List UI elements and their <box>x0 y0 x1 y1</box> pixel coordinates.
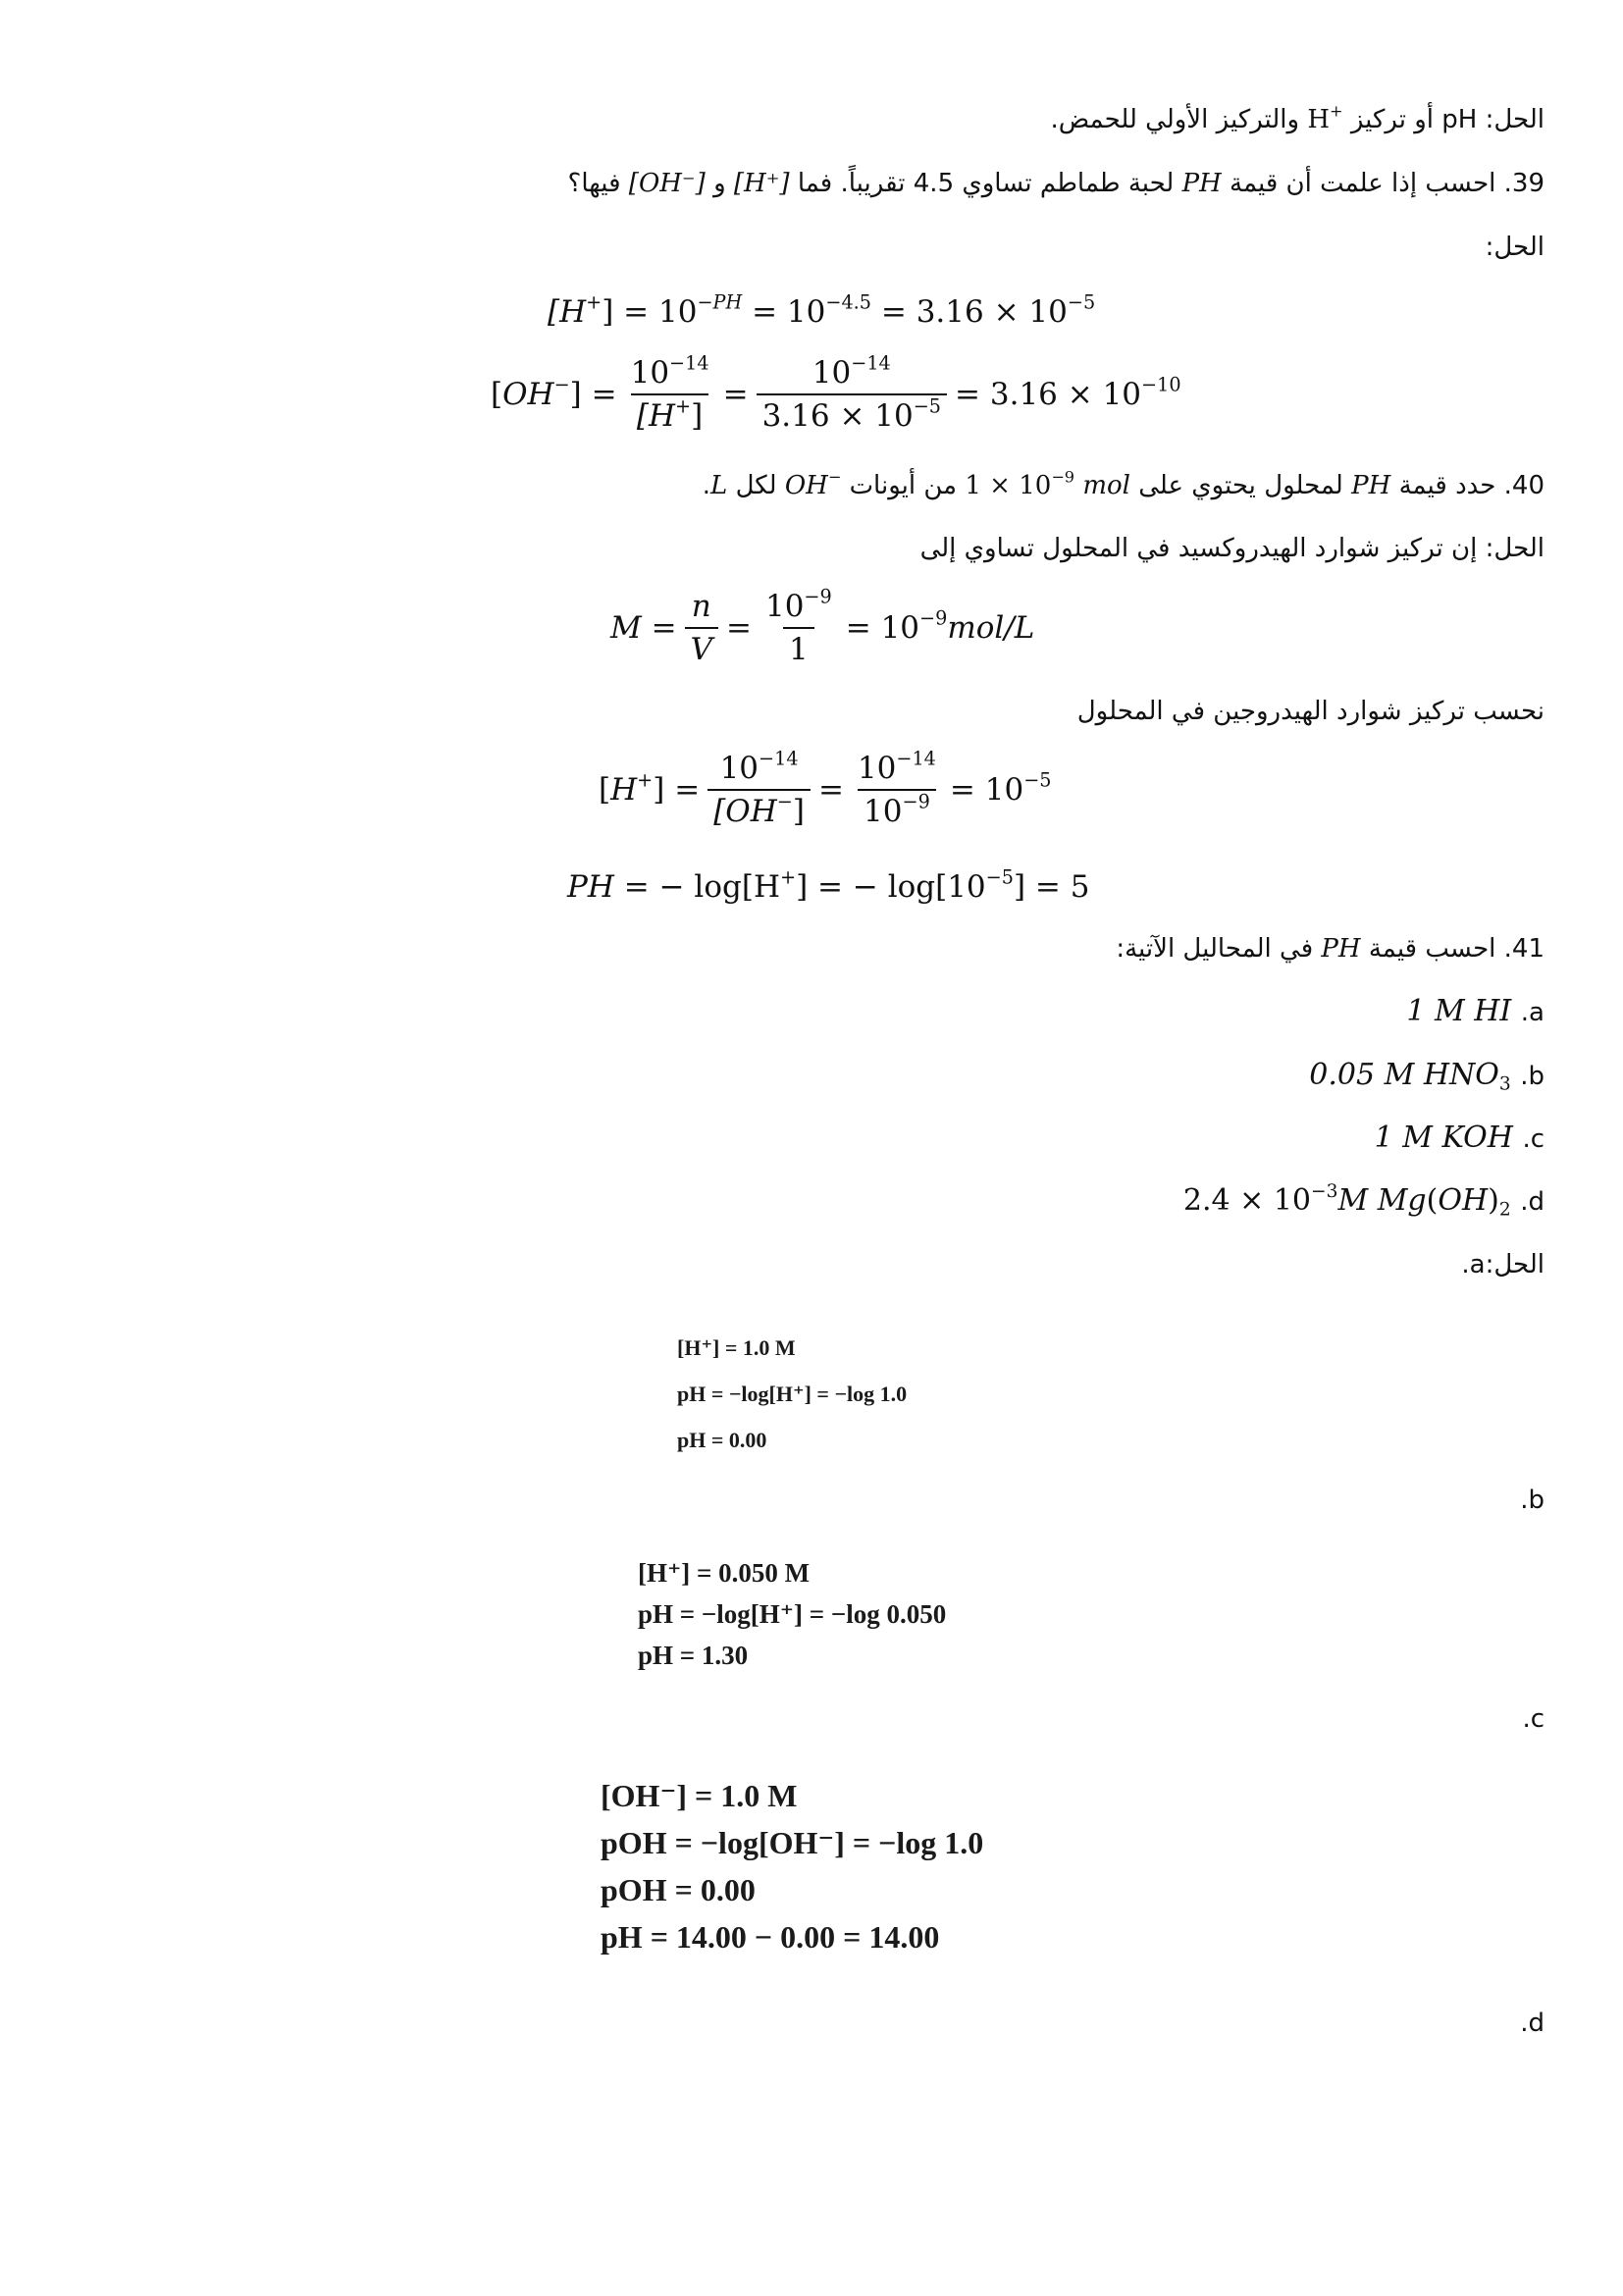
answer-b-block <box>638 1552 946 1676</box>
ph-term: pH <box>1441 105 1478 134</box>
question-41 <box>1116 932 1544 965</box>
answer-c-block <box>601 1772 983 1960</box>
question-text: لمحلول يحتوي على <box>1138 471 1343 500</box>
answer-line: [H⁺] = 1.0 M <box>677 1335 796 1360</box>
question-text: احسب إذا علمت أن قيمة <box>1230 169 1496 198</box>
and-text: و <box>713 169 726 198</box>
option-a: 1 M HI .a <box>1406 994 1544 1028</box>
equation-molarity-40: M = $\frac{n}{V}$ = $\frac{10^{-9}}{1}$ = $10^{-9}mol/L$ <box>610 585 1035 667</box>
fraction: $\frac{10^{-14}}{[OH^-]}$ <box>707 751 811 829</box>
equation-ph-40: PH = − log[H+] = − $\log[10^{-5}] = 5$ <box>567 865 1090 905</box>
option-c: 1 M KOH .c <box>1374 1121 1544 1155</box>
equation-h-plus-40: [H+] = $\frac{10^{-14}}{[OH^-]}$ = $\frac{10^{-14}}{10^{-9}}$ = $10^{-5}$ <box>599 747 1052 829</box>
question-text: لحبة طماطم تساوي 4.5 تقريباً. فما <box>797 169 1175 198</box>
solution-label-39: الحل: <box>1485 233 1544 262</box>
amount-term: $1 \times 10^{-9}$ mol <box>965 467 1130 500</box>
question-text: في المحاليل الآتية: <box>1116 934 1314 964</box>
question-text: لكل <box>735 471 777 500</box>
question-text: من أيونات <box>849 471 958 500</box>
option-b: 0.05 M $HNO_3$ .b <box>1309 1058 1544 1095</box>
fraction: $\frac{10^{-14}}{3.16 \times 10^{-5}}$ <box>757 355 947 434</box>
ph-term: PH <box>1181 169 1222 198</box>
answer-line: [H⁺] = 0.050 M <box>638 1558 811 1588</box>
ph-term: PH <box>1351 471 1391 500</box>
question-text: حدد قيمة <box>1398 471 1496 500</box>
question-40: 40. حدد قيمة PH لمحلول يحتوي على $1 \times 10^{-9}$ mol من أيونات OH− لكل L. <box>702 467 1544 500</box>
question-number: 41. <box>1503 934 1544 964</box>
question-39 <box>568 167 1544 200</box>
answer-line: pH = 0.00 <box>677 1428 767 1452</box>
fraction: $\frac{10^{-14}}{[H^+]}$ <box>630 351 709 434</box>
answer-line: [OH⁻] = 1.0 M <box>601 1778 798 1813</box>
initial-concentration-text: والتركيز الأولي للحمض. <box>1050 105 1300 134</box>
litre-term: L <box>710 471 728 500</box>
equation-h-plus-39: $[H^+] = 10^{-PH} = 10^{-4.5} = 3.16 \times 10^{-5}$ <box>548 290 1096 330</box>
solution-line-38 <box>1050 103 1544 136</box>
fraction: $\frac{10^{-9}}{1}$ <box>764 585 832 667</box>
answer-line: pH = 14.00 − 0.00 = 14.00 <box>601 1919 940 1955</box>
answer-b-label: .b <box>1520 1486 1544 1515</box>
solution-label-41: الحل:a. <box>1461 1250 1544 1279</box>
answer-line: pH = −log[H⁺] = −log 0.050 <box>638 1599 947 1629</box>
h-plus-term: [H⁺] <box>733 169 790 198</box>
equation-oh-minus-39: [OH−] = $\frac{10^{-14}}{[H^+]}$ = $\frac{10^{-14}}{3.16 \times 10^{-5}}$ = $3.16 \times 10^{-10}$ <box>491 351 1181 434</box>
or-concentration-text: أو تركيز <box>1350 105 1435 134</box>
ph-term: PH <box>1321 934 1361 964</box>
answer-a-block <box>677 1325 907 1463</box>
answer-c-label: .c <box>1522 1704 1544 1734</box>
answer-d-label: .d <box>1520 2009 1544 2038</box>
question-text: فيها؟ <box>567 169 621 198</box>
fraction: $\frac{n}{V}$ <box>685 589 718 667</box>
question-text: احسب قيمة <box>1368 934 1496 964</box>
oh-minus-term: [OH⁻] <box>628 169 706 198</box>
question-number: 39. <box>1503 169 1544 198</box>
solution-line-40: الحل: إن تركيز شوارد الهيدروكسيد في المحلول تساوي إلى <box>919 534 1544 563</box>
h-plus-term: H+ <box>1307 101 1343 134</box>
answer-line: pOH = −log[OH⁻] = −log 1.0 <box>601 1825 984 1860</box>
question-number: 40. <box>1503 471 1544 500</box>
answer-line: pH = −log[H⁺] = −log 1.0 <box>677 1382 908 1406</box>
answer-line: pOH = 0.00 <box>601 1872 756 1907</box>
fraction: $\frac{10^{-14}}{10^{-9}}$ <box>857 747 936 829</box>
oh-ion-term: OH− <box>784 467 842 500</box>
answer-line: pH = 1.30 <box>638 1641 749 1670</box>
hydrogen-line-40: نحسب تركيز شوارد الهيدروجين في المحلول <box>1076 697 1544 726</box>
option-d: $2.4 \times 10^{-3}M$ $Mg(OH)_2$ .d <box>1182 1180 1544 1221</box>
solution-label: الحل: <box>1485 105 1544 134</box>
